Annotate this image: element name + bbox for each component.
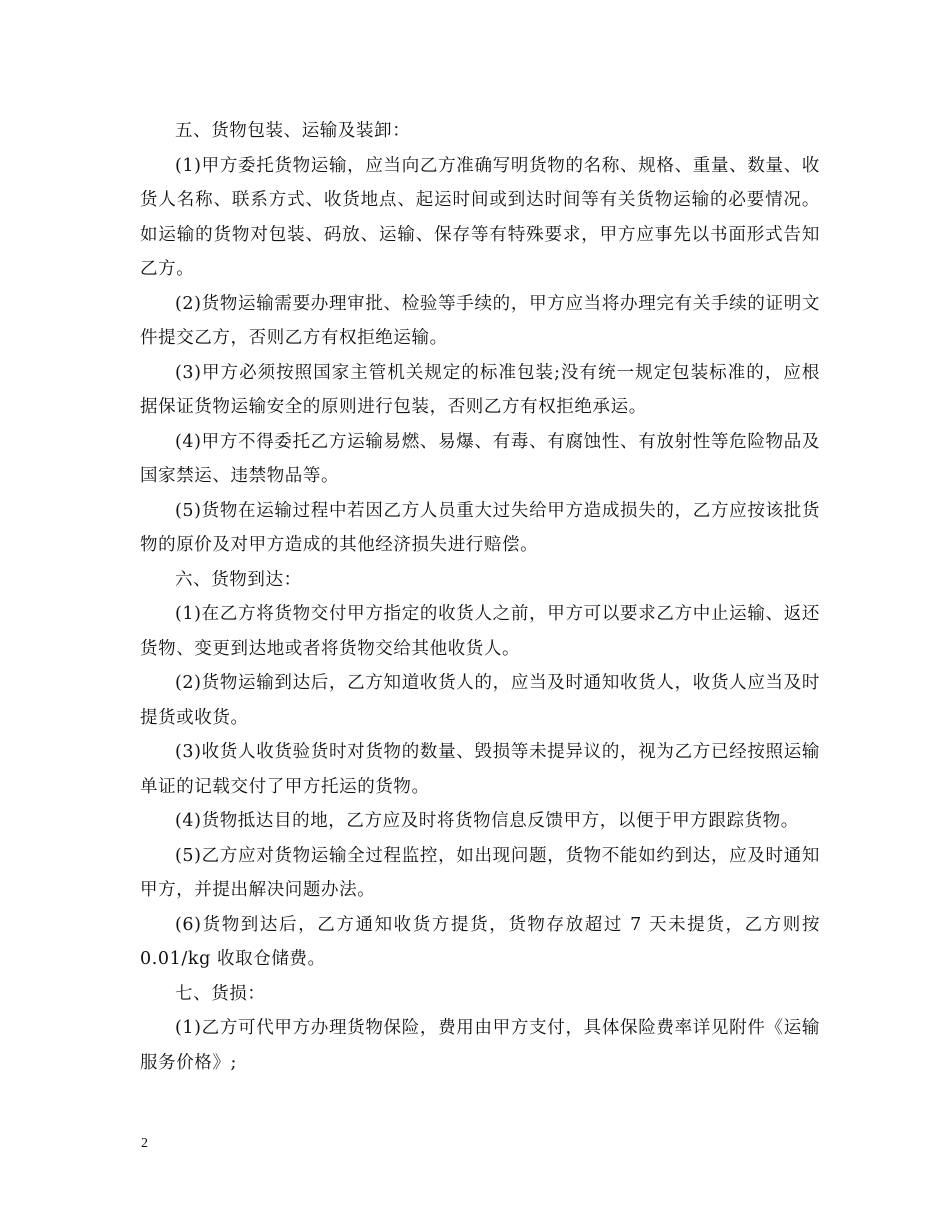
- clause-paragraph: (5)乙方应对货物运输全过程监控，如出现问题，货物不能如约到达，应及时通知甲方，并提出解决问题办法。: [140, 845, 820, 900]
- clause-paragraph: (5)货物在运输过程中若因乙方人员重大过失给甲方造成损失的，乙方应按该批货物的原价及对甲方造成的其他经济损失进行赔偿。: [140, 500, 820, 555]
- clause-paragraph: (1)乙方可代甲方办理货物保险，费用由甲方支付，具体保险费率详见附件《运输服务价格》;: [140, 1018, 820, 1073]
- section-heading-packaging: 五、货物包装、运输及装卸：: [175, 121, 411, 141]
- clause-paragraph: (2)货物运输需要办理审批、检验等手续的，甲方应当将办理完有关手续的证明文件提交乙方，否则乙方有权拒绝运输。: [140, 293, 820, 348]
- clause-paragraph: (2)货物运输到达后，乙方知道收货人的，应当及时通知收货人，收货人应当及时提货或收货。: [140, 673, 820, 728]
- clause-paragraph: (4)货物抵达目的地，乙方应及时将货物信息反馈甲方，以便于甲方跟踪货物。: [175, 811, 799, 831]
- clause-paragraph: (3)甲方必须按照国家主管机关规定的标准包装;没有统一规定包装标准的，应根据保证货物运输安全的原则进行包装，否则乙方有权拒绝承运。: [140, 362, 820, 417]
- clause-paragraph: (1)甲方委托货物运输，应当向乙方准确写明货物的名称、规格、重量、数量、收货人名称、联系方式、收货地点、起运时间或到达时间等有关货物运输的必要情况。如运输的货物对包装、码放、运输、保存等有特殊要求，甲方应事先以书面形式告知乙方。: [140, 155, 820, 279]
- section-heading-arrival: 六、货物到达：: [175, 569, 302, 590]
- page-number: 2: [141, 1136, 148, 1151]
- clause-paragraph: (4)甲方不得委托乙方运输易燃、易爆、有毒、有腐蚀性、有放射性等危险物品及国家禁运、违禁物品等。: [140, 431, 820, 486]
- clause-paragraph: (1)在乙方将货物交付甲方指定的收货人之前，甲方可以要求乙方中止运输、返还货物、变更到达地或者将货物交给其他收货人。: [140, 604, 820, 659]
- document-body: [140, 114, 820, 1080]
- section-heading-damage: 七、货损：: [175, 983, 266, 1004]
- clause-paragraph: (3)收货人收货验货时对货物的数量、毁损等未提异议的，视为乙方已经按照运输单证的记载交付了甲方托运的货物。: [140, 742, 820, 797]
- clause-paragraph: (6)货物到达后，乙方通知收货方提货，货物存放超过 7 天未提货，乙方则按 0.01/kg 收取仓储费。: [140, 914, 820, 969]
